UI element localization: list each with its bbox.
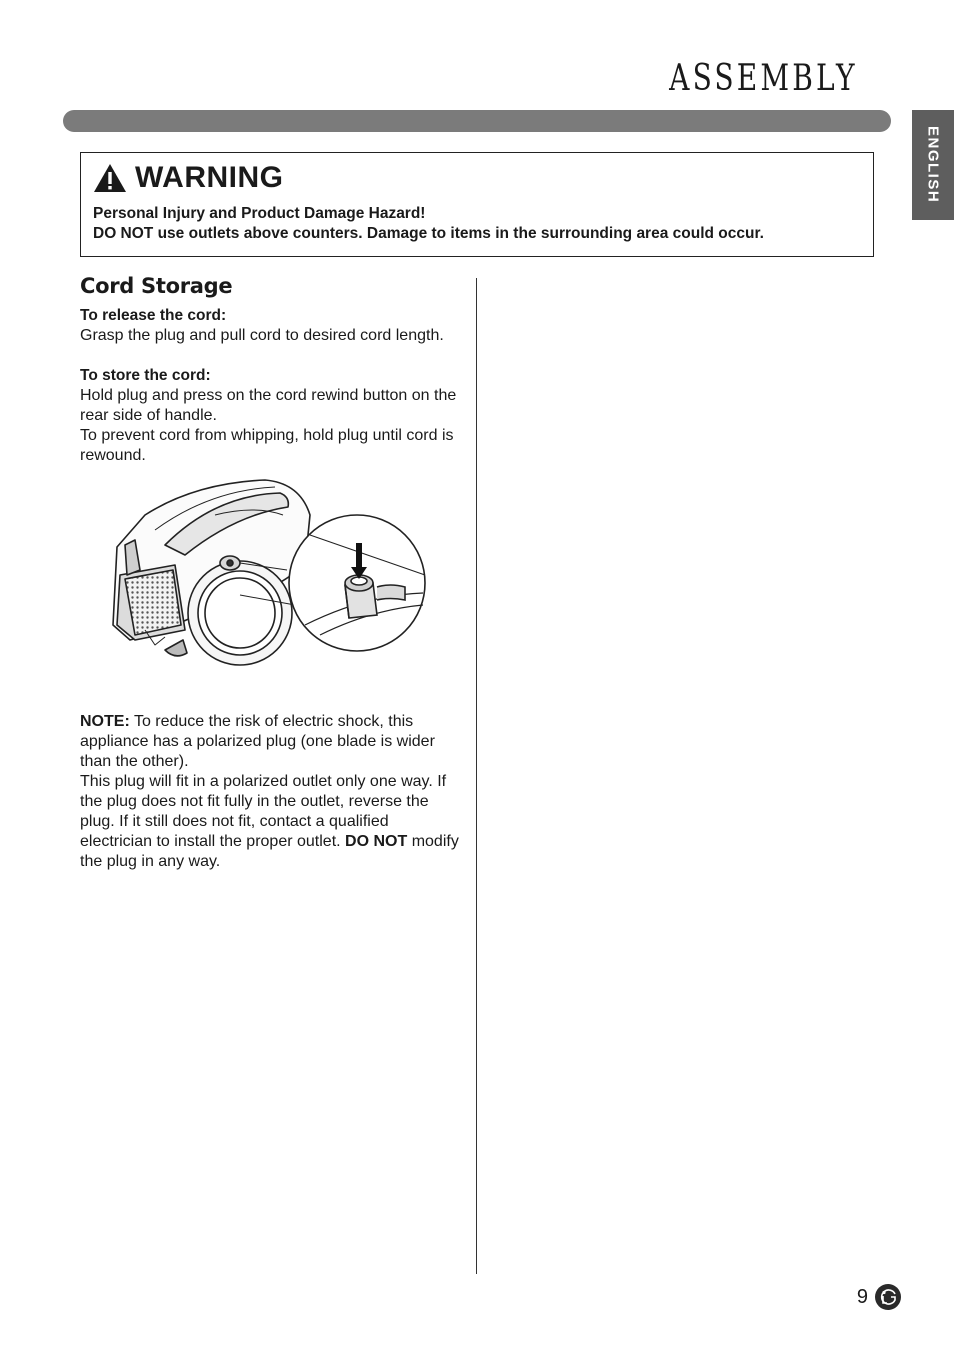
note-text-1-body: To reduce the risk of electric shock, this appliance has a polarized plug (one blade is wider than the other).: [80, 713, 435, 770]
note-text-2-body: This plug will fit in a polarized outlet only one way. If the plug does not fit fully in the outlet, reverse the plug. If it still does not fit, contact a qualified electrician to install the proper outlet.: [80, 773, 447, 850]
page-number: 9: [856, 1285, 868, 1308]
release-text: Grasp the plug and pull cord to desired cord length.: [80, 327, 444, 344]
language-tab: [912, 110, 954, 220]
release-heading: To release the cord:: [80, 307, 227, 324]
warning-title: WARNING: [135, 161, 284, 194]
note-text-2: [80, 772, 465, 872]
note-label: NOTE:: [80, 713, 130, 730]
warning-line-2: DO NOT use outlets above counters. Damage to items in the surrounding area could occur.: [93, 225, 764, 242]
store-text-1: Hold plug and press on the cord rewind button on the rear side of handle.: [80, 387, 457, 424]
vacuum-cord-rewind-illustration: [105, 475, 435, 670]
warning-triangle-icon: [93, 163, 127, 193]
cord-storage-section: [80, 276, 470, 466]
note-do-not: DO NOT: [345, 833, 408, 850]
section-title: Cord Storage: [80, 274, 233, 298]
column-divider: [476, 278, 477, 1274]
lg-logo-icon: [874, 1283, 902, 1311]
store-heading: To store the cord:: [80, 367, 211, 384]
page-footer: [857, 1283, 902, 1311]
warning-line-1: Personal Injury and Product Damage Hazard!: [93, 205, 426, 222]
page-title: ASSEMBLY: [669, 58, 858, 99]
store-text-2: To prevent cord from whipping, hold plug until cord is rewound.: [80, 427, 454, 464]
warning-text: [93, 204, 861, 244]
note-paragraph: [80, 712, 465, 872]
language-tab-label: ENGLISH: [924, 126, 942, 204]
note-text-1: [80, 712, 465, 772]
title-bar: [63, 110, 891, 132]
warning-box: [80, 152, 874, 257]
note-text-3: modify the plug in any way.: [80, 833, 459, 870]
warning-header: [93, 161, 861, 195]
